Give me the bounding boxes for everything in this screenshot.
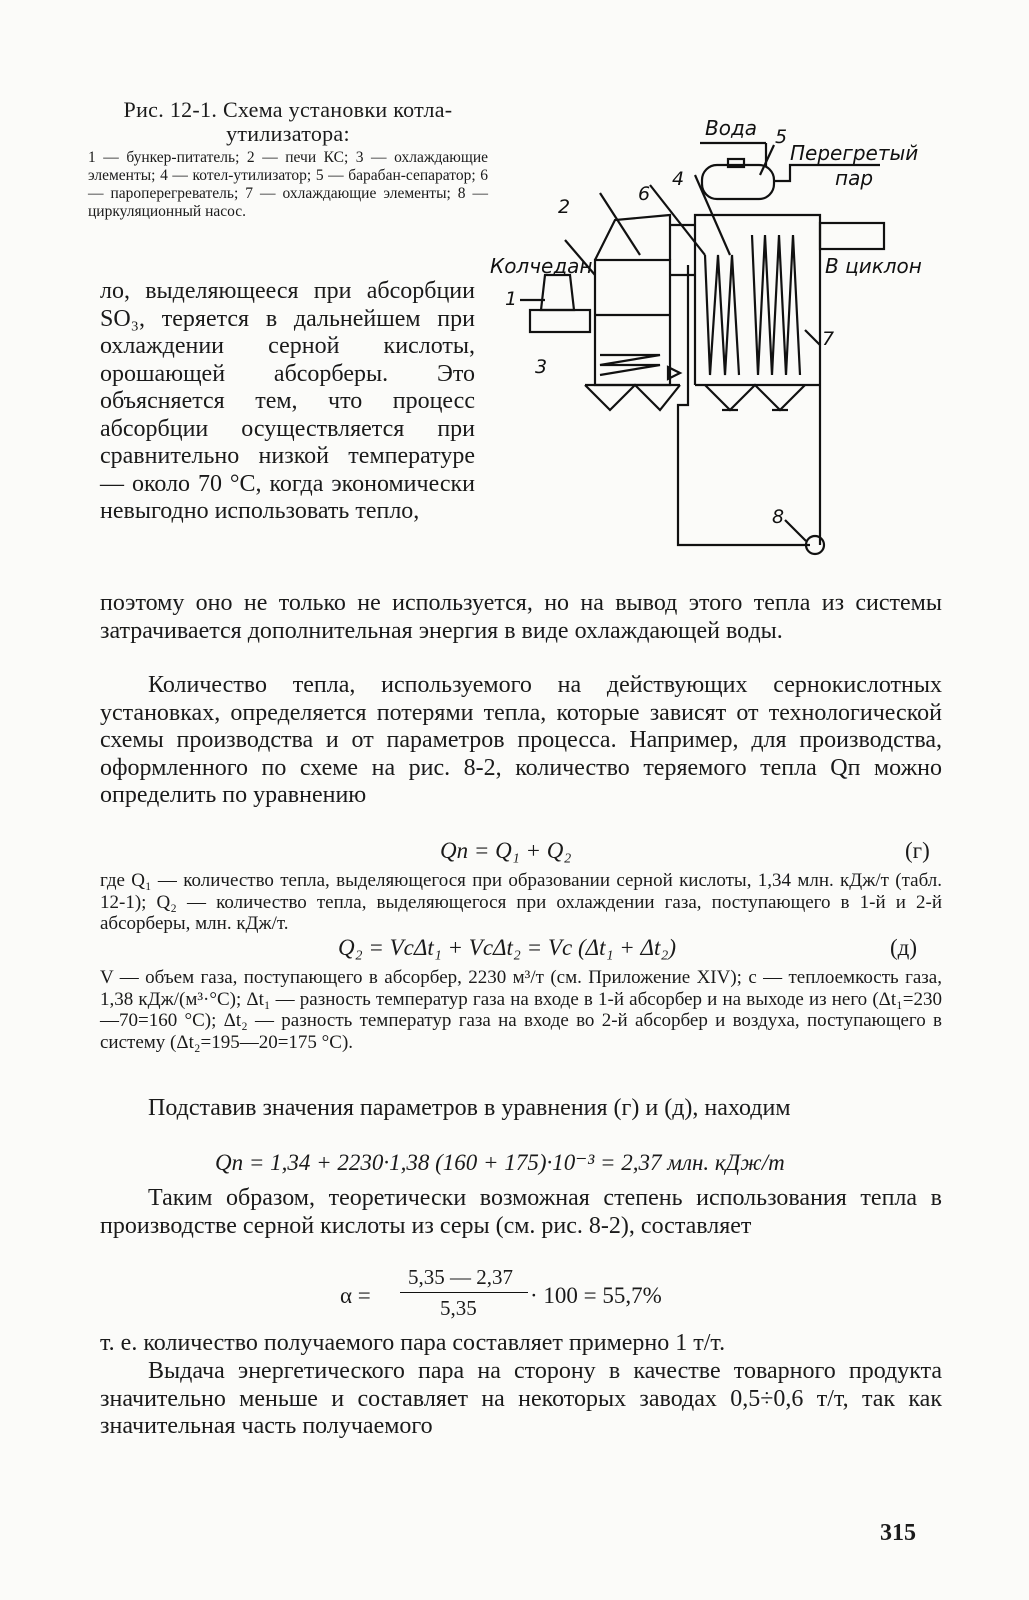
label-pyrite: Колчедан bbox=[490, 254, 593, 278]
num-5: 5 bbox=[775, 126, 788, 148]
alpha-numerator: 5,35 — 2,37 bbox=[408, 1265, 513, 1289]
num-8: 8 bbox=[772, 506, 785, 528]
num-3: 3 bbox=[535, 356, 548, 378]
wrapped-paragraph-continuation: поэтому оно не только не используется, но на вывод этого тепла из системы затрачивается дополнительная энергия в виде охлаждающей воды. bbox=[100, 590, 942, 644]
to-cyclone-duct bbox=[820, 223, 884, 249]
label-cyclone: В циклон bbox=[825, 254, 922, 278]
paragraph-substitution: Подставив значения параметров в уравнения (г) и (д), находим bbox=[148, 1095, 791, 1121]
label-steam-2: пар bbox=[835, 166, 874, 190]
superheater-coil bbox=[705, 255, 739, 375]
alpha-denominator: 5,35 bbox=[440, 1296, 477, 1320]
definitions-v-c-dt: V — объем газа, поступающего в абсорбер, 2230 м³/т (см. Приложение XIV); c — теплоемкость газа, 1,38 кДж/(м³·°С); Δt₁ — разность температур газа на входе в 1-й абсорбер и на выходе из него (Δt₁=230—70=160 °С); Δt₂ — разность температур газа на входе во 2-й абсорбер и воздуха, поступающего в систему (Δt₂=195—20=175 °С). bbox=[100, 967, 942, 1053]
feed-bunker bbox=[541, 275, 574, 310]
figure-title: Рис. 12-1. Схема установки котла-утилизатора: bbox=[123, 97, 453, 146]
label-water: Вода bbox=[705, 116, 758, 140]
alpha-left: α = bbox=[340, 1283, 371, 1308]
figure-caption bbox=[88, 98, 488, 221]
boiler-scheme-diagram bbox=[490, 105, 922, 570]
formula-d-label: (д) bbox=[890, 935, 918, 960]
figure-legend: 1 — бункер-питатель; 2 — печи КС; 3 — охлаждающие элементы; 4 — котел-утилизатор; 5 — барабан-сепаратор; 6 — пароперегреватель; 7 — охлаждающие элементы; 8 — циркуляционный насос. bbox=[88, 149, 488, 220]
wrapped-paragraph: ло, выделяющееся при абсорбции SO₃, теряется в дальнейшем при охлаждении серной кислоты, орошающей абсорберы. Это объясняется тем, что процесс абсорбции осуществляется при сравнительно низкой температуре — около 70 °С, когда экономически невыгодно использовать тепло, bbox=[100, 278, 475, 524]
definitions-q1-q2: где Q₁ — количество тепла, выделяющегося при образовании серной кислоты, 1,34 млн. кДж/т (табл. 12-1); Q₂ — количество тепла, выделяющегося при охлаждении газа, поступающего в 1-й и 2-й абсорберы, млн. кДж/т. bbox=[100, 870, 942, 934]
paragraph-heat-quantity: Количество тепла, используемого на действующих сернокислотных установках, определяется потерями тепла, которые зависят от технологической схемы производства и от параметров процесса. Например, для производства, оформленного по схеме на рис. 8-2, количество теряемого тепла Qп можно определить по уравнению bbox=[100, 672, 942, 808]
formula-g: Qп = Q₁ + Q₂ bbox=[440, 838, 572, 863]
paragraph-steam-export: Выдача энергетического пара на сторону в качестве товарного продукта значительно меньше и составляет на некоторых заводах 0,5÷0,6 т/т, так как значительная часть получаемого bbox=[100, 1358, 942, 1439]
formula-qp-result: Qп = 1,34 + 2230·1,38 (160 + 175)·10⁻³ = 2,37 млн. кДж/т bbox=[215, 1150, 785, 1175]
cooling-elements-3 bbox=[600, 355, 660, 375]
alpha-right: · 100 = 55,7% bbox=[530, 1283, 662, 1308]
num-2: 2 bbox=[558, 196, 571, 218]
paragraph-utilization: Таким образом, теоретически возможная степень использования тепла в производстве серной кислоты из серы (см. рис. 8-2), составляет bbox=[100, 1185, 942, 1239]
label-steam-1: Перегретый bbox=[790, 141, 919, 165]
paragraph-steam-amount: т. е. количество получаемого пара составляет примерно 1 т/т. bbox=[100, 1330, 726, 1356]
formula-d: Q₂ = VcΔt₁ + VcΔt₂ = Vc (Δt₁ + Δt₂) bbox=[338, 935, 677, 960]
fraction-bar bbox=[400, 1292, 528, 1293]
num-1: 1 bbox=[505, 288, 518, 310]
formula-g-label: (г) bbox=[905, 838, 930, 863]
page-number: 315 bbox=[880, 1520, 916, 1546]
num-4: 4 bbox=[672, 168, 685, 190]
num-7: 7 bbox=[822, 328, 835, 350]
cooling-elements-7 bbox=[752, 235, 800, 375]
num-6: 6 bbox=[638, 183, 651, 205]
